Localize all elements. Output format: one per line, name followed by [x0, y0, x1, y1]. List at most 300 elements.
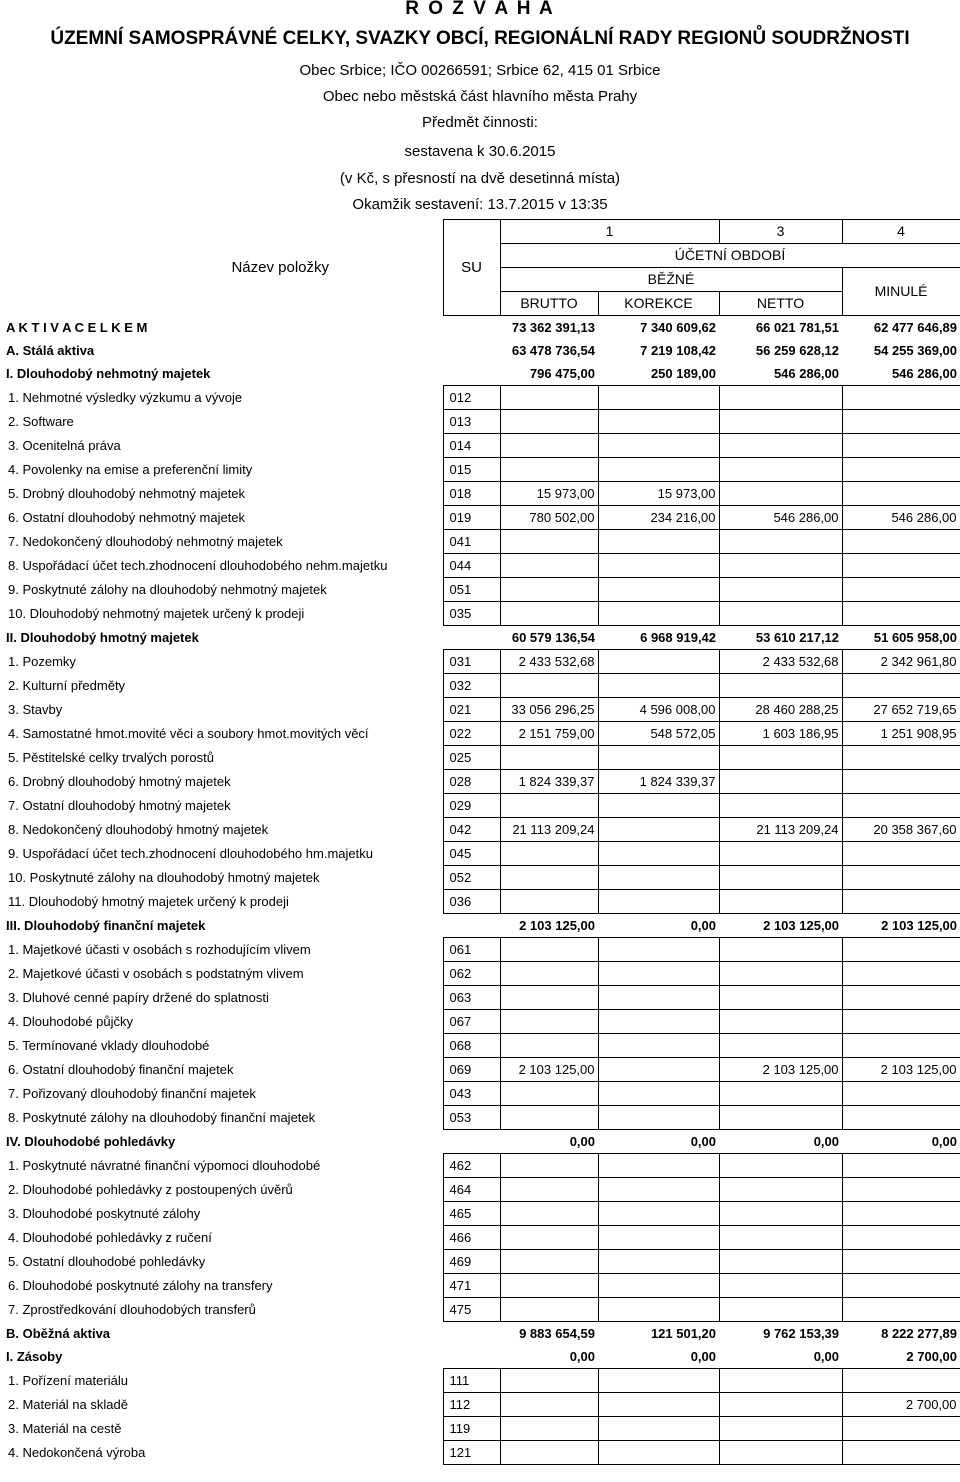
netto-value: 28 460 288,25: [719, 698, 842, 722]
table-row: [0, 386, 960, 410]
table-row: [0, 1154, 960, 1178]
netto-value: [719, 602, 842, 626]
su-code: 111: [443, 1369, 500, 1393]
netto-value: 66 021 781,51: [755, 320, 840, 335]
table-row: [0, 1034, 960, 1058]
previous-value: 1 251 908,95: [842, 722, 960, 746]
netto-value: 546 286,00: [773, 366, 840, 381]
brutto-value: [500, 1441, 598, 1465]
previous-value: 20 358 367,60: [842, 818, 960, 842]
table-row: [0, 1250, 960, 1274]
brutto-value: 33 056 296,25: [500, 698, 598, 722]
su-code: 121: [443, 1441, 500, 1465]
table-row: [0, 554, 960, 578]
brutto-value: [500, 1154, 598, 1178]
brutto-value: [500, 794, 598, 818]
korekce-value: 234 216,00: [598, 506, 719, 530]
su-code: [443, 316, 500, 340]
brutto-value: [500, 1010, 598, 1034]
su-code: 025: [443, 746, 500, 770]
document-title: R O Z V A H A: [405, 0, 555, 19]
previous-value: [842, 986, 960, 1010]
table-row: [0, 602, 960, 626]
netto-value: [719, 1298, 842, 1322]
su-code: [443, 1345, 500, 1369]
previous-value: [842, 1369, 960, 1393]
item-name: 7. Zprostředkování dlouhodobých transferů: [8, 1302, 256, 1317]
table-row: [0, 746, 960, 770]
netto-value: [719, 434, 842, 458]
compiled-date: sestavena k 30.6.2015: [404, 143, 556, 160]
brutto-value: 73 362 391,13: [511, 320, 595, 335]
table-row: [0, 1058, 960, 1082]
table-row: [0, 794, 960, 818]
netto-value: [719, 986, 842, 1010]
korekce-value: [598, 578, 719, 602]
netto-value: [719, 938, 842, 962]
netto-value: [719, 794, 842, 818]
table-row: [0, 1417, 960, 1441]
previous-value: [842, 530, 960, 554]
table-row: [0, 1082, 960, 1106]
previous-value: 2 700,00: [906, 1349, 958, 1364]
item-name: I. Dlouhodobý nehmotný majetek: [6, 366, 211, 382]
brutto-value: [500, 938, 598, 962]
su-code: 063: [443, 986, 500, 1010]
period-header: ÚČETNÍ OBDOBÍ: [500, 244, 960, 268]
korekce-value: [598, 1058, 719, 1082]
brutto-value: 2 103 125,00: [500, 1058, 598, 1082]
section-row: [0, 1130, 960, 1154]
brutto-value: [500, 866, 598, 890]
netto-value: 546 286,00: [719, 506, 842, 530]
item-name: 3. Dlouhodobé poskytnuté zálohy: [8, 1206, 201, 1221]
brutto-value: [500, 602, 598, 626]
netto-value: [719, 1417, 842, 1441]
netto-value: 2 103 125,00: [763, 918, 840, 933]
su-code: 018: [443, 482, 500, 506]
table-row: [0, 458, 960, 482]
netto-value: [719, 578, 842, 602]
su-code: 462: [443, 1154, 500, 1178]
item-name: 3. Dluhové cenné papíry držené do splatnosti: [8, 990, 269, 1005]
item-name: 4. Povolenky na emise a preferenční limity: [8, 462, 253, 477]
previous-value: [842, 482, 960, 506]
netto-value: 2 103 125,00: [719, 1058, 842, 1082]
su-code: 014: [443, 434, 500, 458]
su-code: [443, 339, 500, 362]
netto-value: 0,00: [813, 1349, 840, 1364]
brutto-value: [500, 890, 598, 914]
previous-value: 54 255 369,00: [873, 343, 958, 358]
balance-sheet-table: [0, 219, 960, 1465]
su-code: 471: [443, 1274, 500, 1298]
netto-value: [719, 746, 842, 770]
previous-value: 546 286,00: [842, 506, 960, 530]
item-name: 9. Uspořádací účet tech.zhodnocení dlouhodobého hm.majetku: [8, 846, 373, 861]
brutto-value: 60 579 136,54: [511, 630, 595, 645]
netto-value: [719, 386, 842, 410]
netto-value: [719, 770, 842, 794]
brutto-value: 780 502,00: [500, 506, 598, 530]
previous-value: 546 286,00: [891, 366, 958, 381]
brutto-value: [500, 1298, 598, 1322]
korekce-value: [598, 458, 719, 482]
item-name: 1. Majetkové účasti v osobách s rozhodujícím vlivem: [8, 942, 311, 957]
previous-value: [842, 866, 960, 890]
item-name: 8. Nedokončený dlouhodobý hmotný majetek: [8, 822, 269, 837]
item-name: B. Oběžná aktiva: [6, 1325, 111, 1341]
item-name: 3. Materiál na cestě: [8, 1421, 122, 1436]
activity-label: Předmět činnosti:: [422, 114, 538, 131]
su-code: 032: [443, 674, 500, 698]
su-code: 069: [443, 1058, 500, 1082]
su-code: 469: [443, 1250, 500, 1274]
brutto-value: [500, 386, 598, 410]
korekce-value: [598, 1106, 719, 1130]
table-row: [0, 986, 960, 1010]
korekce-value: [598, 866, 719, 890]
korekce-value: [598, 1178, 719, 1202]
netto-value: [719, 530, 842, 554]
section-row: [0, 339, 960, 362]
previous-value: [842, 1250, 960, 1274]
netto-value: [719, 482, 842, 506]
previous-value: [842, 746, 960, 770]
su-code: [443, 1130, 500, 1154]
table-row: [0, 962, 960, 986]
netto-value: [719, 410, 842, 434]
item-name: 4. Dlouhodobé půjčky: [8, 1014, 134, 1029]
previous-value: [842, 842, 960, 866]
previous-value: [842, 1106, 960, 1130]
netto-value: [719, 674, 842, 698]
brutto-value: [500, 578, 598, 602]
item-name: 7. Ostatní dlouhodobý hmotný majetek: [8, 798, 231, 813]
previous-value: 62 477 646,89: [873, 320, 958, 335]
brutto-value: 1 824 339,37: [500, 770, 598, 794]
currency-note: (v Kč, s přesností na dvě desetinná místa): [339, 170, 621, 187]
su-code: 028: [443, 770, 500, 794]
item-name: 5. Pěstitelské celky trvalých porostů: [8, 750, 214, 765]
brutto-value: 0,00: [569, 1349, 595, 1364]
netto-value: [719, 1178, 842, 1202]
netto-value: 0,00: [813, 1134, 840, 1149]
entity-type: Obec nebo městská část hlavního města Prahy: [322, 88, 638, 105]
item-name: 5. Ostatní dlouhodobé pohledávky: [8, 1254, 206, 1269]
previous-value: [842, 1154, 960, 1178]
su-code: 112: [443, 1393, 500, 1417]
table-row: [0, 1298, 960, 1322]
table-row: [0, 698, 960, 722]
su-code: 044: [443, 554, 500, 578]
item-name: III. Dlouhodobý finanční majetek: [6, 918, 206, 933]
table-row: [0, 1369, 960, 1393]
item-name: 2. Kulturní předměty: [8, 678, 126, 693]
item-name: 1. Pozemky: [8, 654, 76, 669]
table-row: [0, 1274, 960, 1298]
item-name: 4. Samostatné hmot.movité věci a soubory hmot.movitých věcí: [8, 726, 369, 741]
brutto-value: 63 478 736,54: [511, 343, 595, 358]
table-row: [0, 1226, 960, 1250]
brutto-value: 796 475,00: [529, 366, 595, 381]
su-code: 042: [443, 818, 500, 842]
su-code: 051: [443, 578, 500, 602]
netto-value: [719, 866, 842, 890]
previous-value: 2 700,00: [842, 1393, 960, 1417]
korekce-value: [598, 1250, 719, 1274]
su-code: [443, 362, 500, 386]
brutto-value: 0,00: [569, 1134, 595, 1149]
netto-value: [719, 1441, 842, 1465]
korekce-value: 1 824 339,37: [598, 770, 719, 794]
korekce-value: 0,00: [690, 1349, 717, 1364]
su-column-header: SU: [443, 220, 500, 316]
netto-value: [719, 1082, 842, 1106]
previous-value: [842, 1226, 960, 1250]
table-row: [0, 1106, 960, 1130]
item-name: 1. Pořízení materiálu: [8, 1373, 128, 1388]
korekce-value: [598, 962, 719, 986]
brutto-value: 2 151 759,00: [500, 722, 598, 746]
table-row: [0, 650, 960, 674]
table-row: [0, 578, 960, 602]
korekce-value: 6 968 919,42: [640, 630, 717, 645]
korekce-value: [598, 1298, 719, 1322]
su-code: 464: [443, 1178, 500, 1202]
su-code: 119: [443, 1417, 500, 1441]
netto-value: [719, 1034, 842, 1058]
item-name: 2. Majetkové účasti v osobách s podstatným vlivem: [8, 966, 304, 981]
netto-value: [719, 1226, 842, 1250]
netto-value: [719, 1274, 842, 1298]
previous-value: [842, 674, 960, 698]
item-name: 7. Pořizovaný dlouhodobý finanční majetek: [8, 1086, 256, 1101]
section-row: [0, 316, 960, 340]
korekce-value: 0,00: [690, 1134, 717, 1149]
brutto-value: 2 103 125,00: [519, 918, 595, 933]
korekce-value: [598, 986, 719, 1010]
previous-value: [842, 1082, 960, 1106]
su-code: 013: [443, 410, 500, 434]
korekce-value: [598, 1274, 719, 1298]
previous-value: [842, 794, 960, 818]
korekce-value: 15 973,00: [598, 482, 719, 506]
brutto-value: [500, 434, 598, 458]
item-name: I. Zásoby: [6, 1349, 63, 1365]
netto-value: [719, 1106, 842, 1130]
brutto-value: [500, 1226, 598, 1250]
korekce-value: 0,00: [690, 918, 717, 933]
col-number-4: 4: [842, 220, 960, 244]
su-code: 043: [443, 1082, 500, 1106]
su-code: 022: [443, 722, 500, 746]
compiled-timestamp: Okamžik sestavení: 13.7.2015 v 13:35: [352, 196, 608, 213]
previous-value: [842, 578, 960, 602]
item-name: 11. Dlouhodobý hmotný majetek určený k prodeji: [8, 894, 289, 909]
su-code: 475: [443, 1298, 500, 1322]
section-row: [0, 362, 960, 386]
section-row: [0, 1322, 960, 1346]
korekce-value: 250 189,00: [650, 366, 717, 381]
su-code: 045: [443, 842, 500, 866]
previous-value: 2 342 961,80: [842, 650, 960, 674]
previous-value: [842, 962, 960, 986]
korekce-value: [598, 1226, 719, 1250]
su-code: 061: [443, 938, 500, 962]
brutto-header: BRUTTO: [500, 292, 598, 316]
table-row: [0, 818, 960, 842]
item-name: 10. Poskytnuté zálohy na dlouhodobý hmotný majetek: [8, 870, 320, 885]
korekce-value: [598, 554, 719, 578]
brutto-value: [500, 1369, 598, 1393]
korekce-value: [598, 386, 719, 410]
korekce-value: [598, 530, 719, 554]
brutto-value: [500, 746, 598, 770]
netto-value: [719, 1010, 842, 1034]
section-row: [0, 626, 960, 650]
previous-value: 8 222 277,89: [881, 1326, 958, 1341]
korekce-value: [598, 1034, 719, 1058]
brutto-value: 9 883 654,59: [519, 1326, 595, 1341]
netto-value: 21 113 209,24: [719, 818, 842, 842]
previous-value: [842, 434, 960, 458]
su-code: 035: [443, 602, 500, 626]
previous-value: [842, 1274, 960, 1298]
col-number-3: 3: [719, 220, 842, 244]
table-row: [0, 1441, 960, 1465]
item-name: 9. Poskytnuté zálohy na dlouhodobý nehmotný majetek: [8, 582, 327, 597]
item-name: 1. Nehmotné výsledky výzkumu a vývoje: [8, 390, 243, 405]
brutto-value: [500, 530, 598, 554]
korekce-header: KOREKCE: [598, 292, 719, 316]
su-code: 041: [443, 530, 500, 554]
previous-value: [842, 386, 960, 410]
brutto-value: 21 113 209,24: [500, 818, 598, 842]
name-column-header: Název položky: [231, 259, 330, 276]
brutto-value: [500, 1034, 598, 1058]
item-name: 6. Dlouhodobé poskytnuté zálohy na transfery: [8, 1278, 273, 1293]
item-name: 2. Dlouhodobé pohledávky z postoupených úvěrů: [8, 1182, 293, 1197]
korekce-value: [598, 602, 719, 626]
item-name: 4. Dlouhodobé pohledávky z ručení: [8, 1230, 212, 1245]
netto-value: [719, 842, 842, 866]
table-row: [0, 866, 960, 890]
korekce-value: 7 340 609,62: [640, 320, 717, 335]
su-code: 053: [443, 1106, 500, 1130]
item-name: 2. Software: [8, 414, 74, 429]
su-code: [443, 626, 500, 650]
item-name: A K T I V A C E L K E M: [6, 319, 148, 335]
current-period-header: BĚŽNÉ: [500, 268, 842, 292]
netto-value: [719, 890, 842, 914]
item-name: 6. Ostatní dlouhodobý finanční majetek: [8, 1062, 234, 1077]
previous-value: 2 103 125,00: [842, 1058, 960, 1082]
item-name: 5. Termínované vklady dlouhodobé: [8, 1038, 210, 1053]
entity-info: Obec Srbice; IČO 00266591; Srbice 62, 415 01 Srbice: [299, 62, 661, 79]
previous-value: [842, 1178, 960, 1202]
korekce-value: [598, 674, 719, 698]
korekce-value: [598, 818, 719, 842]
table-row: [0, 434, 960, 458]
korekce-value: 121 501,20: [650, 1326, 717, 1341]
item-name: 8. Poskytnuté zálohy na dlouhodobý finanční majetek: [8, 1110, 316, 1125]
item-name: 8. Uspořádací účet tech.zhodnocení dlouhodobého nehm.majetku: [8, 558, 388, 573]
brutto-value: [500, 458, 598, 482]
korekce-value: [598, 1441, 719, 1465]
previous-value: [842, 458, 960, 482]
brutto-value: [500, 1082, 598, 1106]
item-name: A. Stálá aktiva: [6, 343, 95, 358]
brutto-value: [500, 410, 598, 434]
brutto-value: [500, 1202, 598, 1226]
su-code: 068: [443, 1034, 500, 1058]
brutto-value: [500, 962, 598, 986]
korekce-value: [598, 1082, 719, 1106]
netto-header: NETTO: [719, 292, 842, 316]
netto-value: 1 603 186,95: [719, 722, 842, 746]
table-row: [0, 842, 960, 866]
su-code: 029: [443, 794, 500, 818]
item-name: 3. Stavby: [8, 702, 63, 717]
netto-value: [719, 554, 842, 578]
section-row: [0, 914, 960, 938]
su-code: [443, 1322, 500, 1346]
netto-value: 9 762 153,39: [763, 1326, 840, 1341]
table-row: [0, 770, 960, 794]
korekce-value: 4 596 008,00: [598, 698, 719, 722]
previous-period-header: MINULÉ: [842, 268, 960, 316]
table-row: [0, 410, 960, 434]
brutto-value: [500, 674, 598, 698]
su-code: 052: [443, 866, 500, 890]
table-body: [0, 316, 960, 1465]
item-name: 7. Nedokončený dlouhodobý nehmotný majetek: [8, 534, 283, 549]
previous-value: 0,00: [931, 1134, 958, 1149]
brutto-value: [500, 1274, 598, 1298]
netto-value: [719, 1369, 842, 1393]
brutto-value: 2 433 532,68: [500, 650, 598, 674]
su-code: 466: [443, 1226, 500, 1250]
korekce-value: [598, 410, 719, 434]
table-row: [0, 938, 960, 962]
item-name: 5. Drobný dlouhodobý nehmotný majetek: [8, 486, 246, 501]
table-row: [0, 1010, 960, 1034]
korekce-value: [598, 434, 719, 458]
table-row: [0, 482, 960, 506]
previous-value: 2 103 125,00: [881, 918, 958, 933]
col-number-1: 1: [500, 220, 719, 244]
su-code: 062: [443, 962, 500, 986]
section-row: [0, 1345, 960, 1369]
korekce-value: [598, 746, 719, 770]
brutto-value: [500, 554, 598, 578]
su-code: 465: [443, 1202, 500, 1226]
korekce-value: [598, 1154, 719, 1178]
brutto-value: 15 973,00: [500, 482, 598, 506]
korekce-value: [598, 1393, 719, 1417]
korekce-value: [598, 890, 719, 914]
previous-value: [842, 1441, 960, 1465]
item-name: IV. Dlouhodobé pohledávky: [6, 1134, 176, 1149]
previous-value: [842, 410, 960, 434]
netto-value: [719, 1154, 842, 1178]
su-code: 021: [443, 698, 500, 722]
previous-value: [842, 602, 960, 626]
table-row: [0, 506, 960, 530]
item-name: 2. Materiál na skladě: [8, 1397, 128, 1412]
item-name: 6. Ostatní dlouhodobý nehmotný majetek: [8, 510, 246, 525]
